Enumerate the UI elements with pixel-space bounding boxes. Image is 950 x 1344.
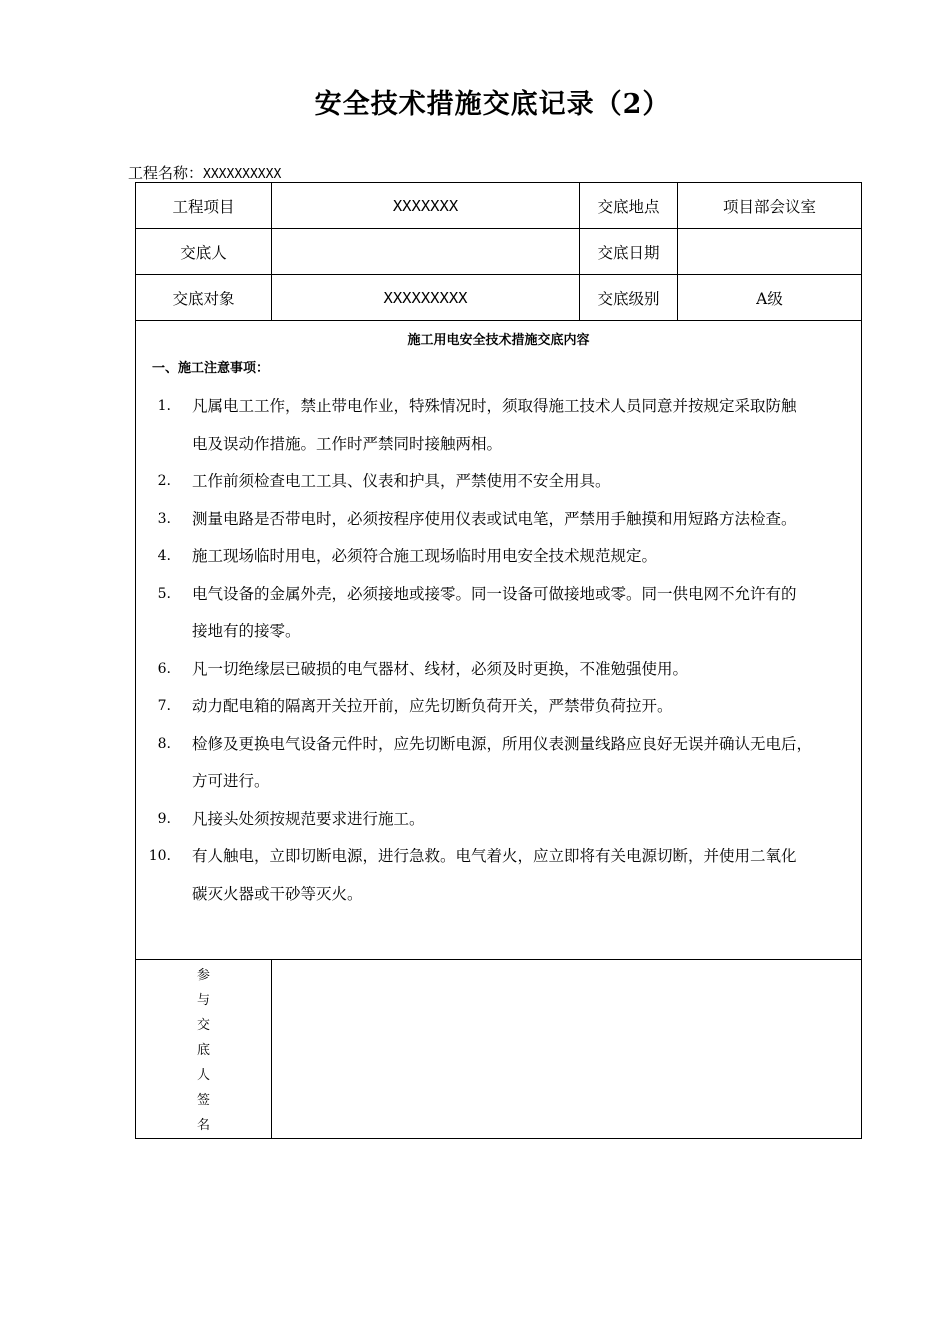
- list-item: [136, 801, 861, 839]
- item-number: 4.: [157, 548, 171, 564]
- signature-label-char: 参: [196, 968, 210, 983]
- item-text: 电气设备的金属外壳，必须接地或接零。同一设备可做接地或零。同一供电网不允许有的: [192, 584, 797, 603]
- item-text-continued: 方可进行。: [192, 772, 270, 790]
- list-item: [136, 688, 861, 726]
- label-project-item: 工程项目: [136, 183, 272, 229]
- value-location: 项目部会议室: [678, 183, 862, 229]
- list-item-continuation: [136, 876, 861, 914]
- list-item: [136, 576, 861, 614]
- item-text: 凡接头处须按规范要求进行施工。: [192, 809, 425, 828]
- label-date: 交底日期: [580, 229, 678, 275]
- project-name-label: 工程名称：: [128, 164, 204, 182]
- list-item: [136, 838, 861, 876]
- value-date: [678, 229, 862, 275]
- item-list: [136, 388, 861, 913]
- item-number: 6.: [157, 660, 171, 677]
- list-item: [136, 726, 861, 764]
- content-row: [136, 321, 862, 960]
- signature-label-chars: [136, 960, 271, 1138]
- item-text: 测量电路是否带电时，必须按程序使用仪表或试电笔，严禁用手触摸和用短路方法检查。: [192, 509, 797, 528]
- signature-label-char: 底: [196, 1043, 210, 1058]
- item-text: 工作前须检查电工工具、仪表和护具，严禁使用不安全用具。: [192, 472, 611, 490]
- label-location: 交底地点: [580, 183, 678, 229]
- signature-label-char: 人: [196, 1068, 210, 1083]
- item-number: 9.: [157, 810, 171, 827]
- project-name: [128, 162, 281, 183]
- item-number: 10.: [148, 848, 171, 864]
- info-row-target: [136, 275, 862, 321]
- list-item: [136, 538, 861, 576]
- value-presenter: [272, 229, 580, 275]
- value-target: XXXXXXXXX: [272, 275, 580, 321]
- signature-label-char: 交: [196, 1018, 210, 1033]
- item-text-continued: 碳灭火器或干砂等灭火。: [192, 884, 363, 903]
- value-level: A级: [678, 275, 862, 321]
- value-project-item: XXXXXXX: [272, 183, 580, 229]
- project-name-value: XXXXXXXXXX: [203, 167, 282, 182]
- list-item-continuation: [136, 763, 861, 801]
- item-number: 2.: [157, 473, 171, 489]
- item-text: 检修及更换电气设备元件时，应先切断电源，所用仪表测量线路应良好无误并确认无电后，: [192, 734, 813, 753]
- list-item-continuation: [136, 613, 861, 651]
- list-item: [136, 463, 861, 501]
- content-heading: 施工用电安全技术措施交底内容: [407, 333, 590, 348]
- info-row-project: [136, 183, 862, 229]
- list-item-continuation: [136, 426, 861, 464]
- item-indent: [136, 426, 192, 464]
- item-text-continued: 接地有的接零。: [192, 622, 301, 640]
- list-item: [136, 651, 861, 689]
- signature-label-char: 与: [196, 993, 210, 1008]
- item-text-continued: 电及误动作措施。工作时严禁同时接触两相。: [192, 434, 503, 453]
- label-presenter: 交底人: [136, 229, 272, 275]
- item-number: 7.: [157, 698, 171, 714]
- item-number: 8.: [157, 735, 171, 752]
- item-indent: [136, 876, 192, 914]
- label-target: 交底对象: [136, 275, 272, 321]
- item-indent: [136, 763, 192, 801]
- item-number: 5.: [157, 585, 171, 602]
- item-text: 动力配电箱的隔离开关拉开前，应先切断负荷开关，严禁带负荷拉开。: [192, 697, 673, 715]
- signature-row: [136, 960, 862, 1139]
- label-level: 交底级别: [580, 275, 678, 321]
- item-text: 凡属电工工作，禁止带电作业，特殊情况时，须取得施工技术人员同意并按规定采取防触: [192, 397, 797, 415]
- item-number: 1.: [157, 398, 171, 414]
- item-number: 3.: [157, 510, 171, 527]
- item-text: 凡一切绝缘层已破损的电气器材、线材，必须及时更换，不准勉强使用。: [192, 659, 689, 678]
- signature-label-char: 名: [196, 1118, 210, 1133]
- item-text: 施工现场临时用电，必须符合施工现场临时用电安全技术规范规定。: [192, 547, 658, 565]
- document-title: 安全技术措施交底记录（2）: [314, 89, 671, 120]
- signature-area[interactable]: [272, 960, 862, 1139]
- info-row-person: [136, 229, 862, 275]
- signature-label: [136, 960, 272, 1139]
- signature-label-char: 签: [196, 1093, 210, 1108]
- content-cell: [136, 321, 862, 960]
- list-item: [136, 388, 861, 426]
- item-text: 有人触电，立即切断电源，进行急救。电气着火，应立即将有关电源切断，并使用二氧化: [192, 847, 797, 865]
- list-item: [136, 501, 861, 539]
- section-heading: 一、施工注意事项：: [152, 361, 270, 376]
- item-indent: [136, 613, 192, 651]
- record-table: [135, 182, 862, 1139]
